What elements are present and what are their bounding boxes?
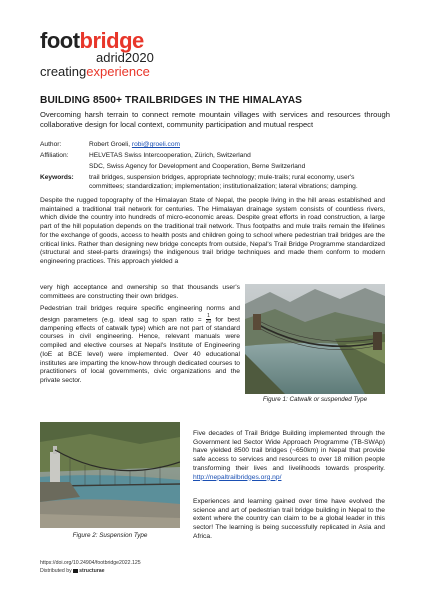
body-paragraph-1-end: very high acceptance and ownership so that thousands user's committees are constructing their own bridges. [40, 284, 240, 300]
distributed-by-label: Distributed by [40, 568, 74, 574]
author-email-link[interactable]: robi@groeli.com [131, 141, 180, 148]
paper-subtitle: Overcoming harsh terrain to connect remote mountain villages with services and resources through collaborative design for local context, community participation and mutual respect [40, 110, 390, 129]
affiliation-label: Affiliation: [40, 152, 69, 159]
distributed-by [40, 568, 105, 575]
keywords-row [40, 174, 390, 192]
paper-title: BUILDING 8500+ TRAILBRIDGES IN THE HIMALAYAS [40, 95, 303, 106]
keywords-text: trail bridges, suspension bridges, appropriate technology; mule-trails; rural economy, user's committees; standardization; implementation; institutionalization; lateral vibrations; damping. [89, 174, 358, 190]
para2-start: Pedestrian trail bridges require specific engineering norms and design parameters (e.g. ideal sag to span ratio = [40, 305, 240, 323]
figure-1-caption: Figure 1: Catwalk or suspended Type [262, 396, 368, 403]
affiliation-row [40, 152, 390, 161]
para2-rest: for best dampening effects of catwalk type) which are not part of standard courses in civil engineering. Hence, relevant manuals were compiled and elective courses at Nepal's Institute of Engineering (IoE at BCE level) were implemented. Over 40 educational institutes are imparting the know-how through dedicated courses to practitioners of local governments, civic organizations and the private sector. [40, 315, 240, 384]
fraction-numerator: 1 [207, 312, 210, 319]
figure-1-photo [245, 284, 385, 394]
catwalk-bridge-image [245, 284, 385, 394]
suspension-bridge-image [40, 422, 180, 528]
doi-text: https://doi.org/10.24904/footbridge2022.125 [40, 560, 141, 566]
structurae-logo-icon [73, 569, 78, 573]
body-paragraph-2 [40, 305, 240, 386]
affiliation-1: HELVETAS Swiss Intercooperation, Zürich, Switzerland [89, 152, 251, 159]
keywords-label: Keywords: [40, 174, 74, 181]
fraction-denominator: 20 [205, 318, 212, 325]
author-name: Robert Groeli, [89, 141, 132, 148]
logo-text-foot: foot [40, 28, 80, 53]
nepal-trailbridges-link[interactable]: http://nepaltrailbridges.org.np/ [193, 473, 282, 481]
para3-text: Five decades of Trail Bridge Building implemented through the Government led Sector Wide Approach Programme (TB-SWAp) have yielded 8500 trail bridges (~650km) in Nepal that provide safe access to services and resources to over 18 million people transforming their lives and livelihoods towards prosperity. [193, 430, 385, 472]
affiliation-2: SDC, Swiss Agency for Development and Cooperation, Berne Switzerland [89, 163, 306, 170]
body-paragraph-4: Experiences and learning gained over time have evolved the science and art of pedestrian trail bridge building in Nepal to the extent where the country can claim to be a global leader in this sector! The learning is being successfully replicated in Asia and Africa. [193, 498, 385, 540]
body-paragraph-1: Despite the rugged topography of the Himalayan State of Nepal, the people living in the hill areas established and maintained a traditional trail network for centuries. The Himalayan drainage system consists of countless rivers, which divide the country into hundreds of micro-economic areas. Despite great efforts in road construction, a large part of the hill population depends on the traditional trail network. Thus footpaths and mule trails remain the lifelines for the exchange of goods, access to health posts and children going to school where pedestrian trail bridges are the critical links. Rather than designing new bridge concepts from outside, Nepal's Trail Bridge Programme standardized (structural and steel-parts drawings) the indigenous trail bridge techniques and made them conform to modern engineering practices. This approach yielded a [40, 197, 385, 265]
affiliation-row-2 [40, 163, 390, 172]
author-label: Author: [40, 141, 62, 148]
logo-text-experience: experience [86, 64, 150, 79]
logo-text-madrid: adrid2020 [96, 50, 154, 65]
body-paragraph-3 [193, 430, 385, 482]
logo-text-creating: creating [40, 64, 87, 79]
figure-2-photo [40, 422, 180, 528]
author-row [40, 141, 390, 150]
figure-2-caption: Figure 2: Suspension Type [72, 532, 148, 539]
footbridge-logo [40, 30, 170, 84]
logo-text-bridge: bridge [79, 28, 144, 53]
distributor-name: structurae [79, 568, 105, 574]
